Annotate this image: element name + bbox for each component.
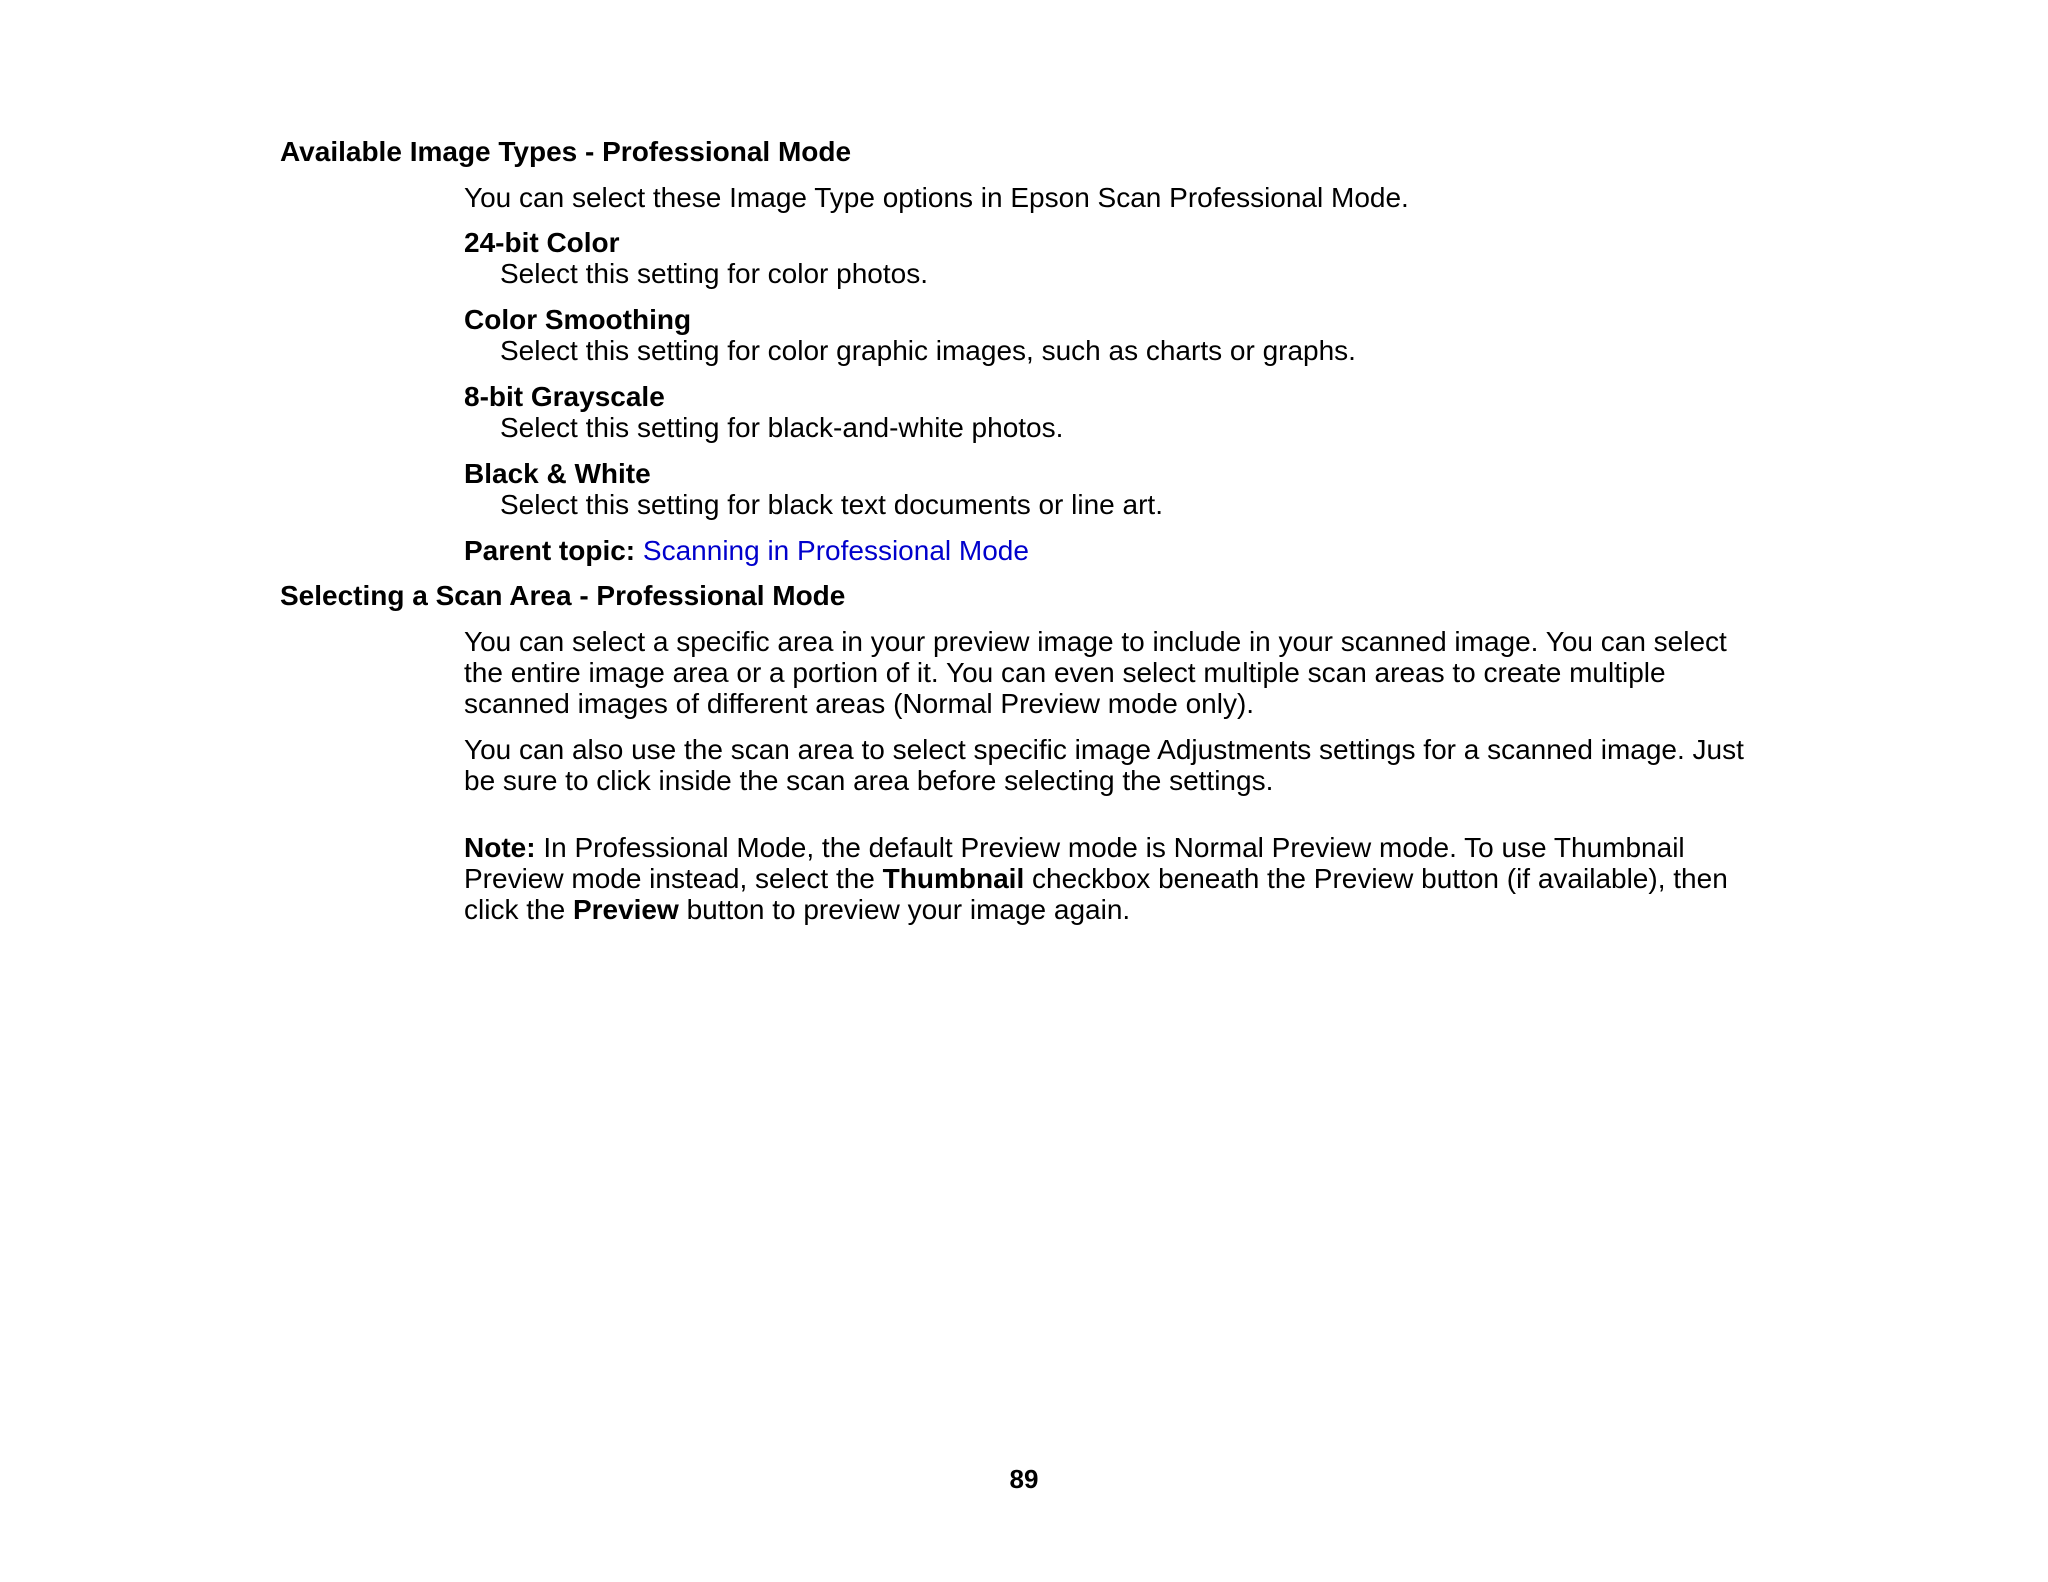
desc-black-white: Select this setting for black text documents or line art. <box>500 489 1163 520</box>
page-number: 89 <box>1009 1464 1039 1494</box>
preview-term: Preview <box>572 894 679 925</box>
paragraph-line: the entire image area or a portion of it. You can even select multiple scan areas to create multiple <box>464 657 1666 688</box>
paragraph-line: be sure to click inside the scan area before selecting the settings. <box>464 765 1274 796</box>
note-label: Note: <box>464 832 536 863</box>
note-text: In Professional Mode, the default Preview mode is Normal Preview mode. To use Thumbnail <box>543 832 1685 863</box>
thumbnail-term: Thumbnail <box>882 863 1025 894</box>
note-line-3 <box>464 894 1794 925</box>
note-block <box>464 832 1794 925</box>
paragraph-line: scanned images of different areas (Normal Preview mode only). <box>464 688 1255 719</box>
section-title-image-types: Available Image Types - Professional Mode <box>280 136 852 167</box>
term-color-smoothing: Color Smoothing <box>464 304 692 335</box>
note-text: button to preview your image again. <box>686 894 1131 925</box>
desc-8-bit-grayscale: Select this setting for black-and-white photos. <box>500 412 1064 443</box>
scan-area-paragraph-1 <box>464 626 1794 719</box>
desc-24-bit-color: Select this setting for color photos. <box>500 258 928 289</box>
parent-topic <box>464 535 1029 566</box>
note-text: Preview mode instead, select the <box>464 863 875 894</box>
desc-color-smoothing: Select this setting for color graphic images, such as charts or graphs. <box>500 335 1356 366</box>
paragraph-line: You can also use the scan area to select specific image Adjustments settings for a scanned image. Just <box>464 734 1744 765</box>
term-8-bit-grayscale: 8-bit Grayscale <box>464 381 665 412</box>
section-title-scan-area: Selecting a Scan Area - Professional Mode <box>280 580 846 611</box>
parent-topic-label: Parent topic: <box>464 535 636 566</box>
note-text: click the <box>464 894 566 925</box>
scan-area-paragraph-2 <box>464 734 1794 796</box>
parent-topic-link[interactable]: Scanning in Professional Mode <box>642 535 1029 566</box>
intro-text: You can select these Image Type options in Epson Scan Professional Mode. <box>464 182 1409 213</box>
term-black-white: Black & White <box>464 458 651 489</box>
note-text: checkbox beneath the Preview button (if available), then <box>1032 863 1728 894</box>
note-line-2 <box>464 863 1794 894</box>
note-line-1 <box>464 832 1794 863</box>
paragraph-line: You can select a specific area in your preview image to include in your scanned image. You can select <box>464 626 1727 657</box>
term-24-bit-color: 24-bit Color <box>464 227 620 258</box>
